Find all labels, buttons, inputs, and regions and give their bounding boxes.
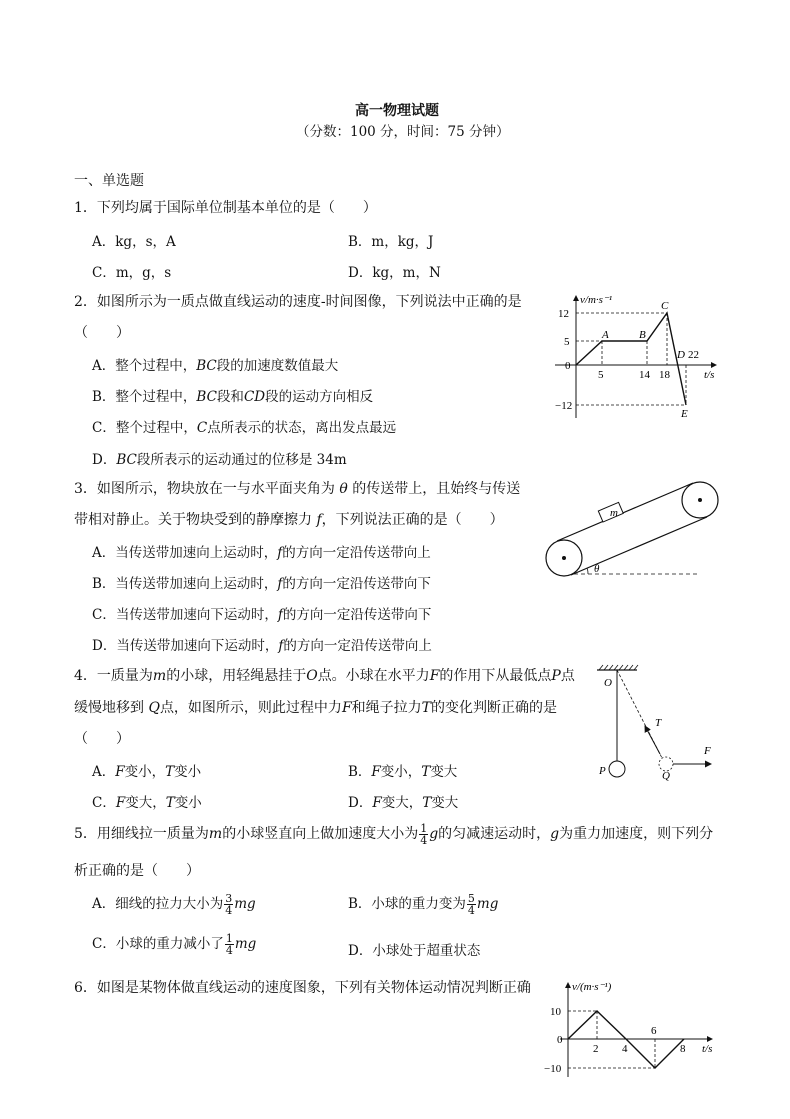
q2-option-a: A．整个过程中，BC段的加速度数值最大 [92, 358, 339, 374]
q3-option-b: B．当传送带加速向上运动时，f的方向一定沿传送带向下 [92, 576, 431, 592]
q5-option-b: B．小球的重力变为 $\frac{5}{4}$ mg [348, 892, 499, 917]
q1-option-b: B．m，kg，J [348, 234, 434, 250]
q6-stem: 6．如图是某物体做直线运动的速度图象，下列有关物体运动情况判断正确 [74, 980, 531, 996]
q3-angle-label: θ [594, 563, 600, 575]
q3-angle-arc [587, 568, 588, 574]
q6-tick-x2: 2 [593, 1043, 599, 1055]
q4-option-b: B．F变小，T变大 [348, 764, 458, 780]
q5-stem-line2: 析正确的是（ ） [74, 863, 200, 879]
q2-stem-line2: （ ） [74, 325, 130, 341]
q2-tick-x18: 18 [659, 369, 670, 381]
q1-option-a: A．kg，s，A [92, 234, 176, 250]
q2-option-d: D．BC段所表示的运动通过的位移是 34m [92, 452, 347, 468]
q4-option-d: D．F变大，T变大 [348, 795, 459, 811]
q6-tick-x8: 8 [680, 1043, 686, 1055]
q6-velocity-time-graph [530, 977, 730, 1082]
q6-tick-yneg10: −10 [544, 1063, 562, 1075]
q6-tick-x4: 4 [622, 1043, 628, 1055]
q6-y-label: v/(m·s⁻¹) [572, 981, 612, 993]
q2-x-label: t/s [704, 369, 715, 381]
q2-velocity-time-graph [540, 288, 740, 423]
q3-block-label: m [610, 507, 618, 519]
q2-tick-y12: 12 [558, 308, 569, 320]
q5-option-a: A．细线的拉力大小为 $\frac{3}{4}$ mg [92, 892, 256, 917]
q4-ball-p [609, 761, 625, 777]
q5-stem-line1: 5．用细线拉一质量为m的小球竖直向上做加速度大小为 $\frac{1}{4}$ g的匀减速运动时，g为重力加速度，则下列分 [74, 821, 714, 847]
q4-label-q: Q [662, 770, 670, 782]
q2-tick-y5: 5 [564, 336, 570, 348]
section-heading: 一、单选题 [74, 173, 144, 189]
q4-stem-line1: 4．一质量为m的小球，用轻绳悬挂于O点。小球在水平力F的作用下从最低点P点 [74, 668, 575, 684]
q2-tick-x22: 22 [688, 349, 699, 361]
q5-option-c: C．小球的重力减小了 $\frac{1}{4}$ mg [92, 932, 257, 957]
q3-option-c: C．当传送带加速向下运动时，f的方向一定沿传送带向下 [92, 607, 432, 623]
q3-option-a: A．当传送带加速向上运动时，f的方向一定沿传送带向上 [92, 545, 431, 561]
q4-option-a: A．F变小，T变小 [92, 764, 202, 780]
q3-conveyor-belt-figure [540, 478, 725, 583]
q1-option-d: D．kg，m，N [348, 265, 441, 281]
q5-fraction: $\frac{1}{4}$ [420, 821, 428, 847]
q6-tick-y10: 10 [550, 1006, 561, 1018]
q4-pendulum-figure [592, 662, 722, 786]
q2-tick-y0: 0 [565, 360, 571, 372]
q2-point-c: C [661, 300, 669, 312]
q2-option-c: C．整个过程中，C点所表示的状态，离出发点最远 [92, 420, 397, 436]
q4-label-f: F [704, 745, 711, 757]
q6-tick-y0: 0 [557, 1034, 563, 1046]
q4-stem-line3: （ ） [74, 731, 130, 747]
q6-tick-x6: 6 [651, 1025, 657, 1037]
q2-tick-x14: 14 [639, 369, 650, 381]
q4-label-t: T [655, 717, 662, 729]
q1-option-c: C．m，g，s [92, 265, 172, 281]
q3-upper-pulley-axle [698, 498, 702, 502]
q4-stem-line2: 缓慢地移到 Q点，如图所示，则此过程中力F和绳子拉力T的变化判断正确的是 [74, 700, 557, 716]
q4-label-p: P [599, 765, 606, 777]
q2-velocity-curve [576, 313, 686, 405]
q2-point-a: A [602, 329, 609, 341]
q4-point-o: O [604, 677, 612, 689]
q2-tick-yneg12: −12 [555, 400, 573, 412]
q2-option-b: B．整个过程中，BC段和CD段的运动方向相反 [92, 389, 374, 405]
q2-stem-line1: 2．如图所示为一质点做直线运动的速度-时间图像，下列说法中正确的是 [74, 294, 522, 310]
q3-lower-pulley-axle [562, 556, 566, 560]
q4-ball-q [659, 757, 673, 771]
q4-option-c: C．F变大，T变小 [92, 795, 202, 811]
q4-tension-arrow [645, 726, 660, 754]
q3-stem-line2: 带相对静止。关于物块受到的静摩擦力 f，下列说法正确的是（ ） [74, 512, 504, 528]
q2-point-d: D [677, 349, 685, 361]
page-title: 高一物理试题 [355, 103, 439, 119]
exam-info: （分数：100 分，时间：75 分钟） [296, 124, 510, 140]
q2-point-b: B [639, 329, 646, 341]
q3-stem-line1: 3．如图所示，物块放在一与水平面夹角为 θ 的传送带上，且始终与传送 [74, 481, 521, 497]
q2-point-e: E [681, 408, 688, 420]
q5-option-d: D．小球处于超重状态 [348, 943, 481, 959]
q1-stem: 1．下列均属于国际单位制基本单位的是（ ） [74, 200, 377, 216]
q2-tick-x5: 5 [598, 369, 604, 381]
q6-x-label: t/s [702, 1043, 713, 1055]
q2-y-label: v/m·s⁻¹ [580, 294, 613, 306]
q4-ceiling-hatch [599, 665, 638, 670]
q3-option-d: D．当传送带加速向下运动时，f的方向一定沿传送带向上 [92, 638, 432, 654]
